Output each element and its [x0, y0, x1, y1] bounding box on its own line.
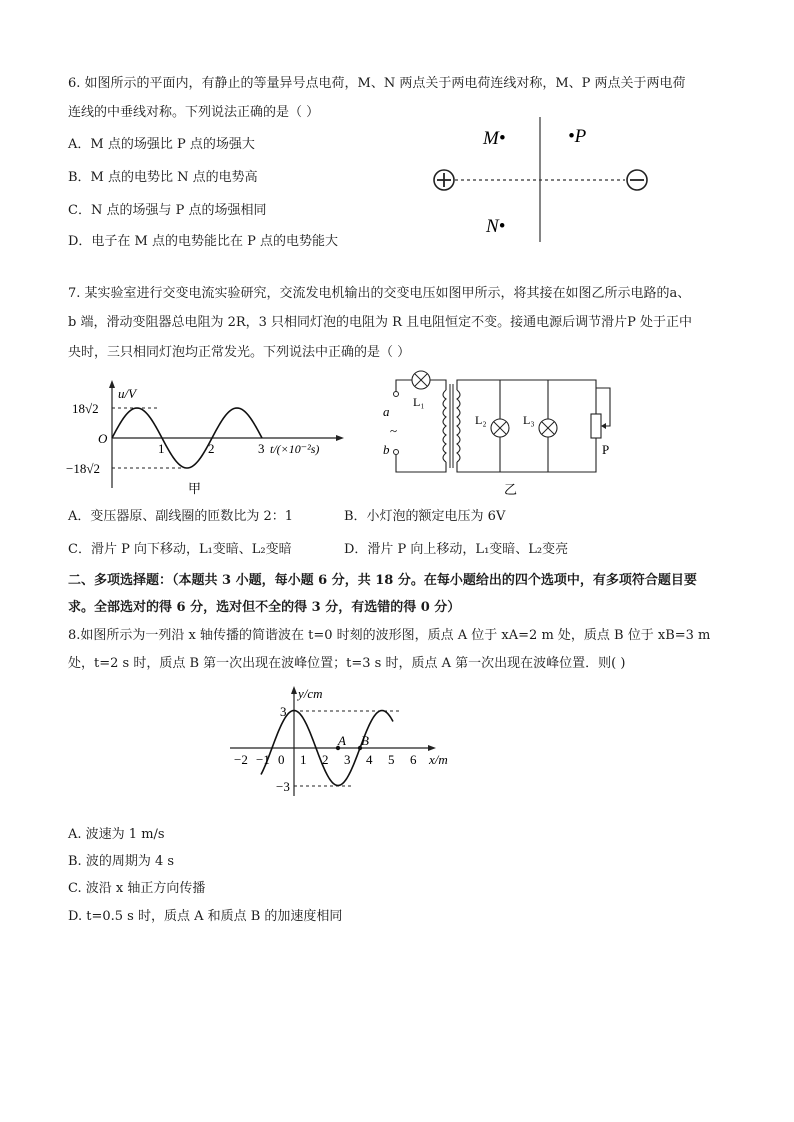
xtick-2: 2: [208, 441, 215, 456]
secondary-coil: [457, 390, 460, 462]
q6-option-d[interactable]: D．电子在 M 点的电势能比在 P 点的电势能大: [68, 234, 339, 249]
terminal-b-label: b: [383, 442, 390, 457]
point-n-label: N•: [486, 216, 506, 237]
lamp-l1-label: L₁: [413, 395, 425, 409]
q7-stem-line3: 央时，三只相同灯泡均正常发光。下列说法中正确的是（ ）: [68, 345, 411, 360]
slider-p-label: P: [602, 442, 610, 457]
t-axis-label: t/(×10⁻²s): [270, 442, 320, 456]
point-p-label: •P: [568, 126, 587, 147]
ymin-label: −18√2: [66, 461, 100, 476]
x-tick-labels: [234, 752, 417, 767]
slider-arrow-icon: [601, 423, 606, 429]
q8-wave-graph: [228, 684, 464, 800]
x-tick-label: 2: [322, 752, 329, 767]
q8-option-c[interactable]: C. 波沿 x 轴正方向传播: [68, 881, 206, 896]
terminal-a-label: a: [383, 404, 390, 419]
section2-header-line2: 求。全部选对的得 6 分，选对但不全的得 3 分，有选错的得 0 分）: [68, 600, 461, 615]
q6-stem-line1: 6. 如图所示的平面内，有静止的等量异号点电荷，M、N 两点关于两电荷连线对称，M、P 两点关于两电荷: [68, 76, 686, 91]
ymax-label: 18√2: [72, 401, 99, 416]
xtick-1: 1: [158, 441, 165, 456]
rheostat-icon: [591, 414, 601, 438]
q7-option-c[interactable]: C．滑片 P 向下移动，L₁变暗、L₂变暗: [68, 542, 292, 557]
origin-label: O: [98, 431, 108, 446]
ymax-label: 3: [280, 704, 287, 719]
q8-option-a[interactable]: A. 波速为 1 m/s: [68, 827, 165, 842]
q8-stem-line1: 8.如图所示为一列沿 x 轴传播的简谐波在 t=0 时刻的波形图，质点 A 位于 xA=2 m 处，质点 B 位于 xB=3 m: [68, 628, 711, 643]
q6-option-c[interactable]: C．N 点的场强与 P 点的场强相同: [68, 203, 267, 218]
terminal-a-node: [394, 392, 399, 397]
q7-circuit: [378, 368, 618, 500]
point-m-label: M•: [483, 128, 506, 149]
y-axis-label: y/cm: [298, 686, 323, 701]
x-tick-label: 0: [278, 752, 285, 767]
section2-header-line1: 二、多项选择题：（本题共 3 小题，每小题 6 分，共 18 分。在每小题给出的四个选项中，有多项符合题目要: [68, 573, 697, 588]
point-a-label: A: [338, 733, 346, 748]
x-tick-label: 6: [410, 752, 417, 767]
ac-source-tilde: ~: [390, 423, 398, 438]
q7-stem-line2: b 端，滑动变阻器总电阻为 2R，3 只相同灯泡的电阻为 R 且电阻恒定不变。接通电源后调节滑片P 处于正中: [68, 315, 692, 330]
q6-stem-line2: 连线的中垂线对称。下列说法正确的是（ ）: [68, 105, 320, 120]
lamp-l3-label: L₃: [523, 413, 535, 427]
primary-coil: [443, 390, 446, 462]
q8-option-b[interactable]: B. 波的周期为 4 s: [68, 854, 175, 869]
q7-stem-line1: 7. 某实验室进行交变电流实验研究，交流发电机输出的交变电压如图甲所示，将其接在如图乙所示电路的a、: [68, 286, 691, 301]
x-tick-label: 4: [366, 752, 373, 767]
lamp-l2-label: L₂: [475, 413, 487, 427]
ymin-label: −3: [276, 779, 290, 794]
q6-option-b[interactable]: B．M 点的电势比 N 点的电势高: [68, 170, 258, 185]
x-tick-label: 1: [300, 752, 307, 767]
q8-stem-line2: 处，t=2 s 时，质点 B 第一次出现在波峰位置；t=3 s 时，质点 A 第一次出现在波峰位置．则( ): [68, 656, 626, 671]
q6-charge-figure: [425, 112, 665, 247]
x-tick-label: 3: [344, 752, 351, 767]
x-tick-label: −1: [256, 752, 270, 767]
point-b-label: B: [361, 733, 369, 748]
xtick-3: 3: [258, 441, 265, 456]
circuit-caption-yi: 乙: [504, 482, 518, 497]
x-axis-label: x/m: [429, 752, 448, 767]
q7-option-a[interactable]: A．变压器原、副线圈的匝数比为 2：1: [68, 509, 294, 524]
u-axis-label: u/V: [118, 386, 137, 401]
x-tick-label: 5: [388, 752, 395, 767]
x-tick-label: −2: [234, 752, 248, 767]
q7-option-d[interactable]: D．滑片 P 向上移动，L₁变暗、L₂变亮: [344, 542, 569, 557]
q8-option-d[interactable]: D. t=0.5 s 时，质点 A 和质点 B 的加速度相同: [68, 909, 343, 924]
q6-option-a[interactable]: A．M 点的场强比 P 点的场强大: [68, 137, 255, 152]
q7-option-b[interactable]: B．小灯泡的额定电压为 6V: [344, 509, 506, 524]
terminal-b-node: [394, 450, 399, 455]
q7-voltage-graph: [64, 380, 344, 498]
graph-caption-jia: 甲: [188, 481, 202, 496]
